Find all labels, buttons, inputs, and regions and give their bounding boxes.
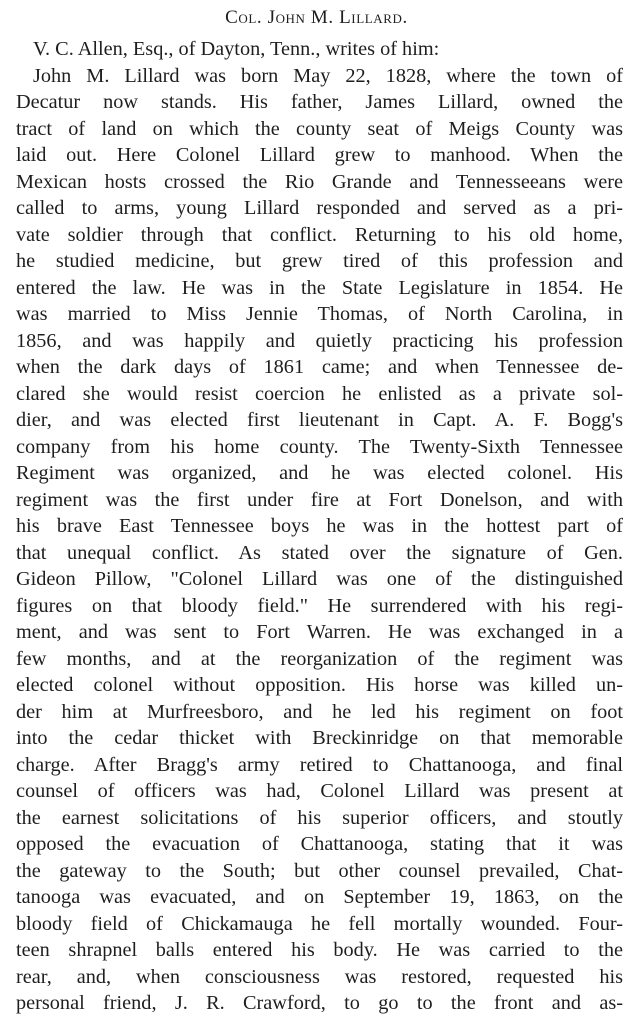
text-line: 1856, and was happily and quietly practicing his profession <box>16 329 623 352</box>
text-line: V. C. Allen, Esq., of Dayton, Tenn., writes of him: <box>33 38 440 60</box>
text-line: personal friend, J. R. Crawford, to go to the front and as- <box>16 992 623 1014</box>
text-line: rear, and, when consciousness was restored, requested his <box>16 965 623 988</box>
text-line: that unequal conflict. As stated over the signature of Gen. <box>16 541 623 564</box>
text-line: Gideon Pillow, "Colonel Lillard was one of the distinguished <box>16 568 623 590</box>
text-line: vate soldier through that conflict. Returning to his old home, <box>16 223 623 246</box>
text-line: dier, and was elected first lieutenant in Capt. A. F. Bogg's <box>16 409 623 431</box>
text-line: ment, and was sent to Fort Warren. He was exchanged in a <box>16 621 623 643</box>
text-line: charge. After Bragg's army retired to Chattanooga, and final <box>16 753 623 776</box>
text-line: John M. Lillard was born May 22, 1828, where the town of <box>33 64 623 87</box>
text-line: tanooga was evacuated, and on September 19, 1863, on the <box>16 886 623 908</box>
text-line: der him at Murfreesboro, and he led his regiment on foot <box>16 700 623 723</box>
text-line: opposed the evacuation of Chattanooga, stating that it was <box>16 833 623 855</box>
text-line: when the dark days of 1861 came; and when Tennessee de- <box>16 356 623 378</box>
text-line: regiment was the first under fire at Fort Donelson, and with <box>16 488 623 511</box>
text-line: counsel of officers was had, Colonel Lillard was present at <box>16 780 623 802</box>
text-line: was married to Miss Jennie Thomas, of North Carolina, in <box>16 303 623 325</box>
text-line: Mexican hosts crossed the Rio Grande and Tennesseeans were <box>16 170 623 193</box>
text-line: Regiment was organized, and he was elected colonel. His <box>16 462 623 484</box>
text-line: called to arms, young Lillard responded and served as a pri- <box>16 197 623 219</box>
text-line: company from his home county. The Twenty-Sixth Tennessee <box>16 435 623 458</box>
text-line: he studied medicine, but grew tired of this profession and <box>16 250 623 272</box>
text-line: into the cedar thicket with Breckinridge on that memorable <box>16 727 623 749</box>
text-line: his brave East Tennessee boys he was in the hottest part of <box>16 515 623 537</box>
text-line: few months, and at the reorganization of the regiment was <box>16 647 623 670</box>
text-line: the earnest solicitations of his superior officers, and stoutly <box>16 806 623 829</box>
text-line: entered the law. He was in the State Legislature in 1854. He <box>16 276 623 299</box>
text-line: tract of land on which the county seat of Meigs County was <box>16 117 623 140</box>
text-line: Decatur now stands. His father, James Lillard, owned the <box>16 91 623 113</box>
article-heading: Col. John M. Lillard. <box>225 7 408 28</box>
text-line: figures on that bloody field." He surrendered with his regi- <box>16 594 623 617</box>
text-line: the gateway to the South; but other counsel prevailed, Chat- <box>16 859 623 882</box>
text-line: bloody field of Chickamauga he fell mortally wounded. Four- <box>16 912 623 935</box>
text-line: teen shrapnel balls entered his body. He was carried to the <box>16 939 623 961</box>
text-line: clared she would resist coercion he enlisted as a private sol- <box>16 382 623 405</box>
text-line: elected colonel without opposition. His horse was killed un- <box>16 674 623 696</box>
article-body <box>16 36 623 1017</box>
text-line: laid out. Here Colonel Lillard grew to manhood. When the <box>16 144 623 166</box>
